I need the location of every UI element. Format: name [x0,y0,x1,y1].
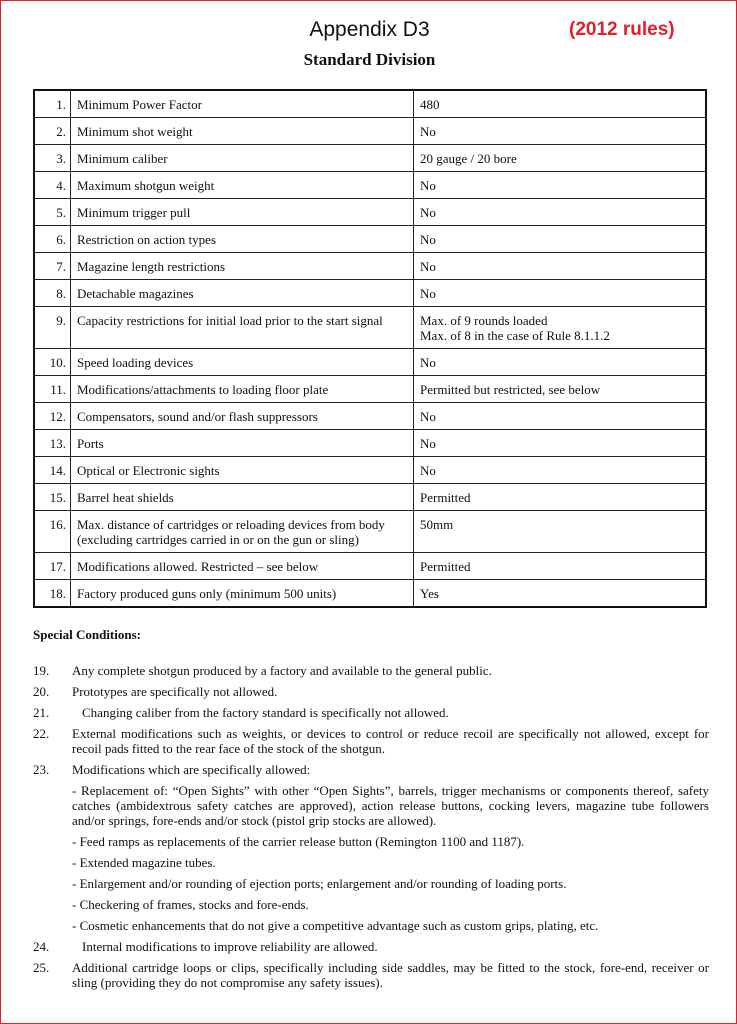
rules-year-label: (2012 rules) [569,19,675,40]
row-item: Minimum shot weight [71,118,414,145]
table-row [34,199,706,226]
allowed-modification [33,834,709,849]
row-value: No [414,457,707,484]
row-item: Modifications/attachments to loading floor plate [71,376,414,403]
list-item [33,939,709,954]
row-value: No [414,403,707,430]
row-number: 4. [34,172,71,199]
row-number: 1. [34,90,71,118]
row-item: Magazine length restrictions [71,253,414,280]
row-item: Compensators, sound and/or flash suppressors [71,403,414,430]
special-conditions-list [33,663,709,996]
row-number: 9. [34,307,71,349]
row-item: Factory produced guns only (minimum 500 units) [71,580,414,608]
row-item: Speed loading devices [71,349,414,376]
allowed-modification-text: - Enlargement and/or rounding of ejection ports; enlargement and/or rounding of loading ports. [72,876,567,891]
table-row [34,90,706,118]
row-value: No [414,199,707,226]
row-number: 11. [34,376,71,403]
row-value: 20 gauge / 20 bore [414,145,707,172]
row-item: Maximum shotgun weight [71,172,414,199]
list-item [33,684,709,699]
row-number: 16. [34,511,71,553]
allowed-modification [33,897,709,912]
condition-text: Prototypes are specifically not allowed. [72,684,278,699]
row-value: No [414,280,707,307]
row-value: Yes [414,580,707,608]
table-row [34,457,706,484]
table-row [34,172,706,199]
table-row [34,253,706,280]
row-item: Minimum trigger pull [71,199,414,226]
row-item [71,511,414,553]
allowed-modification [33,876,709,891]
row-item: Minimum Power Factor [71,90,414,118]
table-row [34,307,706,349]
table-row [34,349,706,376]
condition-number: 25. [33,960,50,975]
row-value: 480 [414,90,707,118]
appendix-title: Appendix D3 [309,18,430,41]
row-value: Permitted [414,553,707,580]
allowed-modification [33,918,709,933]
row-item: Detachable magazines [71,280,414,307]
row-item: Capacity restrictions for initial load prior to the start signal [71,307,414,349]
row-number: 3. [34,145,71,172]
allowed-modification [33,783,709,828]
row-value [414,307,707,349]
table-row [34,430,706,457]
table-row [34,226,706,253]
row-item-line: Max. distance of cartridges or reloading devices from body [77,517,385,532]
list-item [33,960,709,990]
row-value: Permitted but restricted, see below [414,376,707,403]
allowed-modification [33,855,709,870]
table-row [34,484,706,511]
condition-number: 21. [33,705,50,720]
condition-number: 19. [33,663,50,678]
allowed-modification-text: - Feed ramps as replacements of the carrier release button (Remington 1100 and 1187). [72,834,525,849]
condition-number: 23. [33,762,50,777]
row-number: 15. [34,484,71,511]
row-value: 50mm [414,511,707,553]
row-value: Permitted [414,484,707,511]
table-row [34,553,706,580]
row-number: 5. [34,199,71,226]
row-number: 10. [34,349,71,376]
list-item [33,762,709,777]
allowed-modification-text: - Extended magazine tubes. [72,855,216,870]
special-conditions-heading: Special Conditions: [33,627,141,642]
row-item: Modifications allowed. Restricted – see below [71,553,414,580]
row-value: No [414,349,707,376]
table-row [34,145,706,172]
row-number: 12. [34,403,71,430]
row-value: No [414,430,707,457]
row-value: No [414,253,707,280]
condition-text: External modifications such as weights, or devices to control or reduce recoil are specifically not allowed, except for recoil pads fitted to the rear face of the stock of the shotgun. [72,726,709,756]
table-row [34,280,706,307]
row-number: 6. [34,226,71,253]
division-title: Standard Division [303,50,436,69]
table-row [34,511,706,553]
table-row [34,580,706,608]
row-item-line: (excluding cartridges carried in or on the gun or sling) [77,532,359,547]
division-rules-table [33,89,707,608]
row-item: Restriction on action types [71,226,414,253]
allowed-modification-text: - Checkering of frames, stocks and fore-ends. [72,897,309,912]
row-item: Minimum caliber [71,145,414,172]
list-item [33,705,709,720]
allowed-modification-text: - Cosmetic enhancements that do not give a competitive advantage such as custom grips, plating, etc. [72,918,599,933]
row-item: Ports [71,430,414,457]
condition-number: 22. [33,726,50,741]
table-row [34,118,706,145]
list-item [33,663,709,678]
row-number: 2. [34,118,71,145]
condition-number: 24. [33,939,50,954]
row-item: Optical or Electronic sights [71,457,414,484]
list-item [33,726,709,756]
row-item: Barrel heat shields [71,484,414,511]
row-value: No [414,226,707,253]
row-number: 7. [34,253,71,280]
row-value-line: Max. of 9 rounds loaded [420,313,548,328]
table-row [34,376,706,403]
condition-text: Changing caliber from the factory standard is specifically not allowed. [82,705,449,720]
table-row [34,403,706,430]
condition-text: Any complete shotgun produced by a factory and available to the general public. [72,663,492,678]
condition-number: 20. [33,684,50,699]
row-number: 8. [34,280,71,307]
page-header [1,1,737,81]
row-value-line: Max. of 8 in the case of Rule 8.1.1.2 [420,328,610,343]
row-value: No [414,118,707,145]
condition-text: Internal modifications to improve reliability are allowed. [82,939,378,954]
condition-text: Modifications which are specifically allowed: [72,762,311,777]
row-number: 14. [34,457,71,484]
row-number: 13. [34,430,71,457]
row-number: 18. [34,580,71,608]
condition-text: Additional cartridge loops or clips, specifically including side saddles, may be fitted to the stock, fore-end, receiver or sling (providing they do not compromise any safety issues). [72,960,709,990]
row-number: 17. [34,553,71,580]
row-value: No [414,172,707,199]
allowed-modification-text: - Replacement of: “Open Sights” with other “Open Sights”, barrels, trigger mechanisms or components thereof, safety catches (ambidextrous safety catches are approved), action release buttons, cocking levers, magazine tube followers and/or springs, fore-ends and/or stock (pistol grip stocks are allowed). [72,783,709,828]
